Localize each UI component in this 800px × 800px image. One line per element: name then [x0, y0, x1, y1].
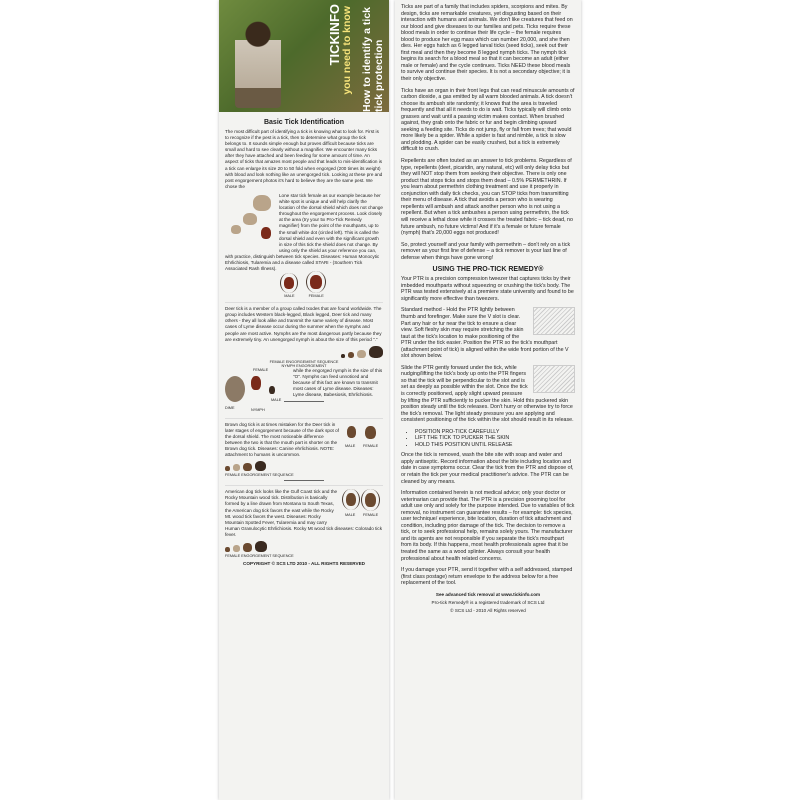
trademark-notice: Pro-tick Remedy® is a registered trademark of SCS Ltd	[431, 599, 545, 605]
hand-holding-ptr-illustration	[533, 307, 575, 335]
disclaimer-paragraph: Information contained herein is not medical advice; only your doctor or veterinarian can provide that. The PTR is a precision grooming tool for adult use only and solely for the purpose intended. Due to variables of tick removal, no instrument can guarantee results – for example: tick species, user technique/ experience, bite location, duration of tick attachment and condition, including prior damage of the tick. The decision to remove a tick, or to seek professional help, remains solely yours. The manufacturer and its agents are not responsible if you separate the tick's mouthpart from its body. If this happens, most health professionals agree that it be treated the same as a wood splinter. Always consult your health professional about health related concerns.	[401, 490, 575, 562]
removal-steps-list	[401, 429, 575, 449]
left-leaflet-panel	[219, 0, 389, 800]
ptr-under-tick-illustration	[533, 365, 575, 393]
dime-label: DIME	[225, 405, 235, 410]
after-removal-paragraph: Once the tick is removed, wash the bite site with soap and water and apply antiseptic. Record information about the bite including location and date in case symptoms occur. Clear the tick from the PTR and dispose of, or retain the tick per your medical practitioner's advice. The PTR can be cleaned by any means.	[401, 452, 574, 485]
deer-female-sequence-image	[225, 346, 383, 358]
removal-step: • LIFT THE TICK TO PUCKER THE SKIN	[415, 435, 575, 442]
removal-step: • HOLD THIS POSITION UNTIL RELEASE	[415, 442, 575, 449]
tagline: you need to know	[341, 6, 353, 95]
female-engorgement-label-3: FEMALE ENGORGEMENT SEQUENCE	[225, 554, 294, 559]
male-label-3: MALE	[345, 443, 356, 448]
hero-photo-banner	[219, 0, 389, 112]
right-leaflet-panel	[395, 0, 581, 800]
see-advanced-link[interactable]: See advanced tick removal at www.tickinfo.com	[435, 591, 541, 597]
standard-method-paragraph: Standard method - Hold the PTR lightly between thumb and forefinger. Make sure the V slot is clear. Part any hair or fur near the tick to ensure a clear view. Soft fleshy skin may require stretching the skin taut at the tick's location to make positioning of the PTR under the tick easier. Position the PTR so the tick's mouthpart (attachment point of tick) is aligned within the wide front portion of the V slot shown below.	[401, 307, 569, 360]
repellents-paragraph: Repellents are often touted as an answer to tick problems. Regardless of type, repellents (deet, picaridin, any natural, etc) will only delay ticks but they will NOT stop them from seeking their objective. There is only one product that stops ticks and stops them dead – 0.5% PERMETHRIN. If you learn about permethrin clothing treatment and use it properly in conjunction with daily tick checks, you can STOP ticks from transmitting their menu of disease. A tick that avoids a person who is wearing repellents will ambush and attack another person who is not using a repellent. But when a tick ambushes a person using permethrin, the tick will receive a lethal dose while it crosses the treated fabric – tick dead, no future ambush, no future victims! And if it's a female or future female (nymph) that's 20,000 eggs not produced!	[401, 158, 573, 237]
american-dog-male-female-image	[343, 489, 383, 523]
slide-ptr-paragraph: Slide the PTR gently forward under the tick, while nudging/lifting the tick's body up onto the PTR fingers so that the tick will be perpendicular to the slot and is set as deeply as possible within the slot. Once the tick is correctly positioned, apply slight upward pressure by lifting the PTR sufficiently to pucker the skin. Hold this puckered skin position steady until the tick releases. Don't hurry or otherwise try to force the tick's removal. The light steady pressure you are applying and consistent positioning of the tick within the slot should result in its release.	[401, 364, 574, 424]
removal-step: • POSITION PRO-TICK CAREFULLY	[415, 429, 575, 436]
male-label: MALE	[284, 294, 295, 299]
female-label-2: FEMALE	[253, 367, 269, 372]
lone-star-engorgement-image	[225, 193, 275, 249]
female-engorgement-label: FEMALE ENGORGEMENT SEQUENCE	[269, 359, 339, 364]
lone-star-paragraph: Lone star tick female as our example because her white spot is unique and will help clarify the location of the dorsal shield which does not change throughout the engorgement process. Look closely at the area (try your 5x Pro-Tick Remedy magnifier) from the point of the mouthparts, up to the small white dot (circled left). This is called the dorsal shield and even with the significant growth in size of this tick the shield does not change. By using only the shield as your reference you can, with practice, distinguish between tick species. Diseases: Human Monocytic Ehrlichiosis, Tularemia and a disease called STARI - (Southern Tick Associated Rash Illness).	[225, 192, 383, 272]
female-label-3: FEMALE	[363, 443, 379, 448]
deer-tick-dime-image	[225, 368, 289, 416]
nymph-label: NYMPH	[251, 407, 265, 412]
using-pro-tick-title: USING THE PRO-TICK REMEDY®	[432, 266, 544, 274]
child-with-dog-photo	[235, 18, 281, 108]
nymph-engorgement-label: NYMPH ENGORGEMENT	[281, 363, 327, 368]
american-dog-tick-paragraph: American dog tick looks like the Gulf Coast tick and the Rocky Mountain wood tick. Distribution is basically formed by a line drawn from Montana to South Texas, the American dog tick favors the east while the Rocky Mt. wood tick favors the west. Diseases: Rocky Mountain Spotted Fever, Tularemia and may carry Human Granulocytic Ehrlichiosis. Rocky Mt wood tick diseases: Colorado tick fever.	[225, 489, 383, 537]
ptr-intro-paragraph: Your PTR is a precision compression tweezer that captures ticks by their imbedded mouthparts without squeezing or crushing the tick's body. The PTR was tested extensively at a premiere state university and found to be significantly more effective than tweezers.	[401, 276, 574, 302]
brown-dog-sequence-image	[225, 461, 383, 471]
replacement-paragraph: If you damage your PTR, send it together with a self addressed, stamped (first class postage) return envelope to the address below for a free replacement of the tool.	[401, 567, 573, 587]
deer-tick-paragraph-2: while the engorged nymph is the size of this "O". Nymphs can feed unnoticed and because of this fact are known to transmit most cases of Lyme disease. Diseases: Lyme disease, Babesiosis, Ehrlichiosis.	[293, 367, 383, 398]
copyright-footer: COPYRIGHT © SCS LTD 2010 - ALL RIGHTS RESERVED	[243, 561, 365, 567]
male-label-4: MALE	[345, 513, 356, 518]
tick-sensing-paragraph: Ticks have an organ in their front legs that can read minuscule amounts of carbon dioxide, a gas emitted by all warm blooded animals. A tick doesn't choose its ambush site randomly; it knows that the area is traveled frequently and that all it needs to do is wait. Ticks typically will climb onto grasses and wait until a passing victim makes contact. When brushed against, they grab onto the fabric or fur and begin climbing upward seeking a feeding site. Ticks do not jump, fly or fall from trees; that would more likely be a spider. While a spider is fast and nimble, a tick is slow and plodding. A spider can be easily crushed, but a tick is extremely difficult to crush.	[401, 87, 575, 153]
brand-logo-text: TICKINFO	[327, 4, 342, 66]
basic-id-paragraph: The most difficult part of identifying a tick is knowing what to look for. First is to recognize if the pest is a tick, then to determine what group the tick belongs to. It sounds simple enough but proves difficult because ticks are small and hard to see clearly without a magnifier. We encounter many ticks after they have attached and been feeding for some amount of time. An aspect of ticks that amazes most people and that leads to mis-identification is a tick can enlarge its size 20 to 50 fold when engorged (200 times its weight) with blood and look nothing like an unengorged tick. Looking at these pre and post engorgement photos it's hard to believe they are the same pest. We chose the	[225, 129, 383, 189]
divider	[284, 401, 324, 402]
protect-family-paragraph: So, protect yourself and your family with permethrin – don't rely on a tick remover as your first line of defense – a tick remover is your last line of defense when things have gone wrong!	[401, 241, 571, 261]
divider-2	[284, 480, 324, 481]
female-engorgement-label-2: FEMALE ENGORGEMENT SEQUENCE	[225, 473, 294, 478]
female-label-4: FEMALE	[363, 513, 379, 518]
brown-dog-tick-paragraph: Brown dog tick is at times mistaken for the Deer tick in later stages of engorgement because of the dark spot of the dorsal shield. The most noticeable difference between the two is that the mouth part is shorter on the Brown dog tick. Diseases: Canine ehrlichiosis. NOTE: attachment to humans is uncommon.	[225, 421, 339, 458]
basic-id-title: Basic Tick Identification	[263, 119, 344, 126]
deer-tick-paragraph: Deer tick is a member of a group called Ixodes that are found worldwide. The group includes Western black-legged, Black legged, Deer tick and many others - they all look alike and transmit the same variety of disease. Most cases of Lyme disease occur during the summer when the nymphs and people are most active. Nymphs are the most dangerous partly because they are extremely tiny. An unengorged nymph is about the size of this period "."	[225, 306, 382, 342]
male-label-2: MALE	[271, 397, 282, 402]
brown-dog-male-female-image	[343, 422, 383, 452]
female-label: FEMALE	[308, 294, 324, 299]
lone-star-male-female-image	[225, 275, 383, 298]
american-dog-sequence-image	[225, 541, 383, 552]
tick-family-paragraph: Ticks are part of a family that includes spiders, scorpions and mites. By design, ticks are remarkable creatures, yet disgusting based on their interaction with humans and animals. We don't like creatures that feed on our blood and give diseases to our families and pets. Ticks require these blood meals in order to continue their life cycle – the female requires blood to produce her egg mass which can number 20,000, and she then dies. Her eggs hatch as 6 legged larval ticks (seed ticks), seek out their first meal and then they become 8 legged nymph ticks. The nymph tick begins its search for a blood meal so that it can become an adult (either male or female) and the cycle continues. Ticks NEED these blood meals to survive and continue their species. It is not a secondary objective; it is their only objective.	[401, 4, 573, 83]
headline: How to identify a tick tick protection	[361, 6, 385, 112]
trademark-copyright: © SCS Ltd - 2010 All Rights reserved	[450, 607, 526, 613]
